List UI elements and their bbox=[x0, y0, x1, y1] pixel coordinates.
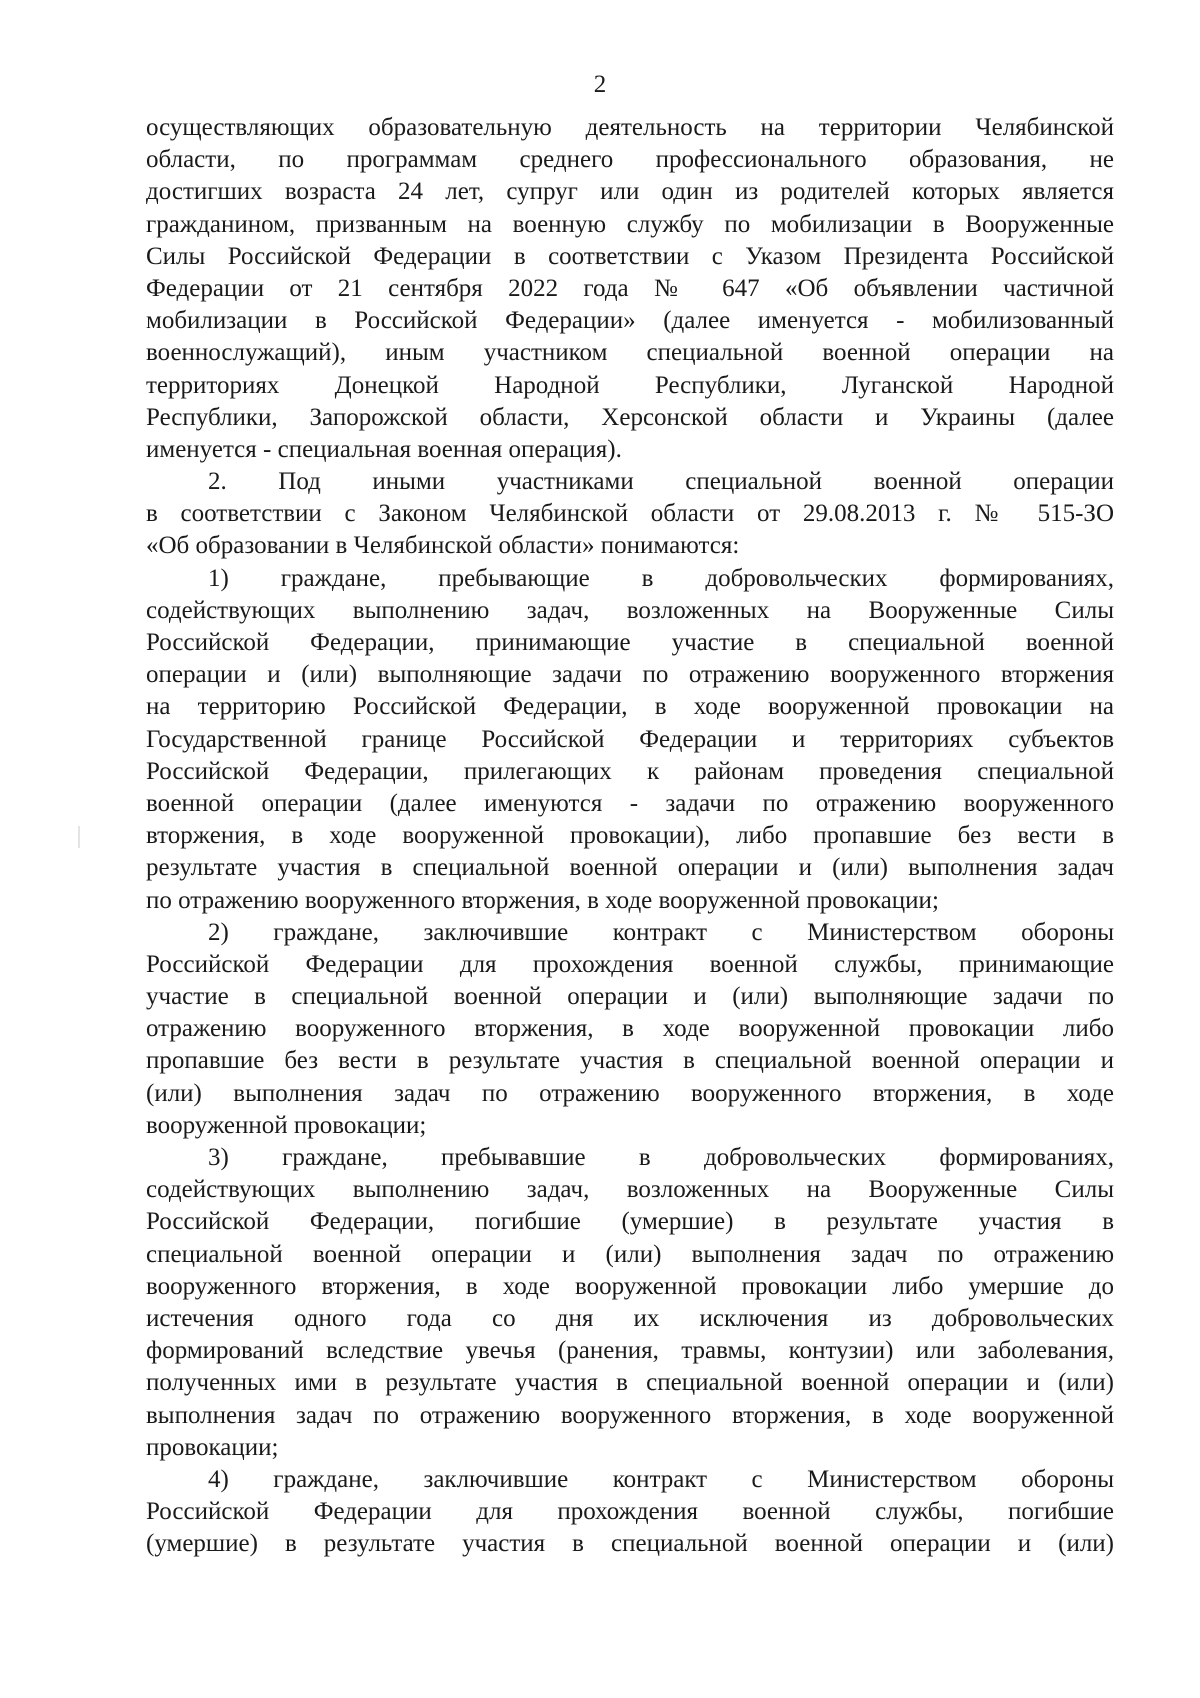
paragraph-first-line: 1) граждане, пребывающие в добровольческих формированиях, bbox=[208, 564, 1114, 592]
text-line: военнослужащий), иным участником специальной военной операции на bbox=[146, 339, 1114, 367]
text-line: формирований вследствие увечья (ранения, травмы, контузии) или заболевания, bbox=[146, 1337, 1114, 1365]
paragraph-first-line: 2) граждане, заключившие контракт с Министерством обороны bbox=[208, 918, 1114, 946]
text-line: Российской Федерации для прохождения военной службы, погибшие bbox=[146, 1498, 1114, 1526]
text-line: Российской Федерации, погибшие (умершие) в результате участия в bbox=[146, 1208, 1114, 1236]
text-line: Республики, Запорожской области, Херсонской области и Украины (далее bbox=[146, 403, 1114, 431]
document-body bbox=[146, 112, 1114, 1560]
text-line: операции и (или) выполняющие задачи по отражению вооруженного вторжения bbox=[146, 661, 1114, 689]
text-line: территориях Донецкой Народной Республики, Луганской Народной bbox=[146, 371, 1114, 399]
text-line: Государственной границе Российской Федерации и территориях субъектов bbox=[146, 725, 1114, 753]
text-line: содействующих выполнению задач, возложенных на Вооруженные Силы bbox=[146, 1176, 1114, 1204]
text-line: участие в специальной военной операции и (или) выполняющие задачи по bbox=[146, 983, 1114, 1011]
text-line: в соответствии с Законом Челябинской области от 29.08.2013 г. № 515-ЗО bbox=[146, 500, 1114, 528]
text-line: пропавшие без вести в результате участия в специальной военной операции и bbox=[146, 1047, 1114, 1075]
text-line: провокации; bbox=[146, 1433, 279, 1461]
text-line: гражданином, призванным на военную службу по мобилизации в Вооруженные bbox=[146, 210, 1114, 238]
text-line: содействующих выполнению задач, возложенных на Вооруженные Силы bbox=[146, 596, 1114, 624]
text-line: осуществляющих образовательную деятельность на территории Челябинской bbox=[146, 114, 1114, 141]
text-line: (или) выполнения задач по отражению вооруженного вторжения, в ходе bbox=[146, 1079, 1114, 1107]
text-line: вооруженной провокации; bbox=[146, 1111, 427, 1139]
text-line: Российской Федерации, принимающие участие в специальной военной bbox=[146, 629, 1114, 656]
text-line: Российской Федерации, прилегающих к районам проведения специальной bbox=[146, 757, 1114, 785]
paragraph-first-line: 4) граждане, заключившие контракт с Министерством обороны bbox=[208, 1465, 1114, 1493]
text-line: «Об образовании в Челябинской области» понимаются: bbox=[146, 532, 740, 560]
text-line: (умершие) в результате участия в специальной военной операции и (или) bbox=[146, 1530, 1114, 1558]
text-line: Российской Федерации для прохождения военной службы, принимающие bbox=[146, 950, 1114, 978]
text-line: Федерации от 21 сентября 2022 года № 647 «Об объявлении частичной bbox=[146, 274, 1114, 302]
text-line: по отражению вооруженного вторжения, в ходе вооруженной провокации; bbox=[146, 886, 939, 914]
text-line: отражению вооруженного вторжения, в ходе вооруженной провокации либо bbox=[146, 1015, 1114, 1043]
text-line: истечения одного года со дня их исключения из добровольческих bbox=[146, 1304, 1114, 1332]
paragraph-first-line: 3) граждане, пребывавшие в добровольческих формированиях, bbox=[208, 1144, 1114, 1171]
text-line: выполнения задач по отражению вооруженного вторжения, в ходе вооруженной bbox=[146, 1401, 1114, 1429]
text-line: Силы Российской Федерации в соответствии с Указом Президента Российской bbox=[146, 242, 1114, 270]
text-line: результате участия в специальной военной операции и (или) выполнения задач bbox=[146, 854, 1114, 882]
scan-artifact bbox=[78, 826, 80, 848]
text-line: военной операции (далее именуются - задачи по отражению вооруженного bbox=[146, 789, 1114, 817]
text-line: мобилизации в Российской Федерации» (далее именуется - мобилизованный bbox=[146, 307, 1114, 335]
text-line: полученных ими в результате участия в специальной военной операции и (или) bbox=[146, 1369, 1114, 1397]
text-line: достигших возраста 24 лет, супруг или один из родителей которых является bbox=[146, 178, 1114, 206]
text-line: именуется - специальная военная операция). bbox=[146, 435, 622, 463]
text-line: вооруженного вторжения, в ходе вооруженной провокации либо умершие до bbox=[146, 1272, 1114, 1300]
page-number: 2 bbox=[593, 71, 607, 98]
paragraph-first-line: 2. Под иными участниками специальной военной операции bbox=[208, 468, 1114, 496]
text-line: области, по программам среднего профессионального образования, не bbox=[146, 146, 1114, 174]
text-line: вторжения, в ходе вооруженной провокации), либо пропавшие без вести в bbox=[146, 822, 1114, 850]
text-line: специальной военной операции и (или) выполнения задач по отражению bbox=[146, 1240, 1114, 1268]
text-line: на территорию Российской Федерации, в ходе вооруженной провокации на bbox=[146, 693, 1114, 721]
